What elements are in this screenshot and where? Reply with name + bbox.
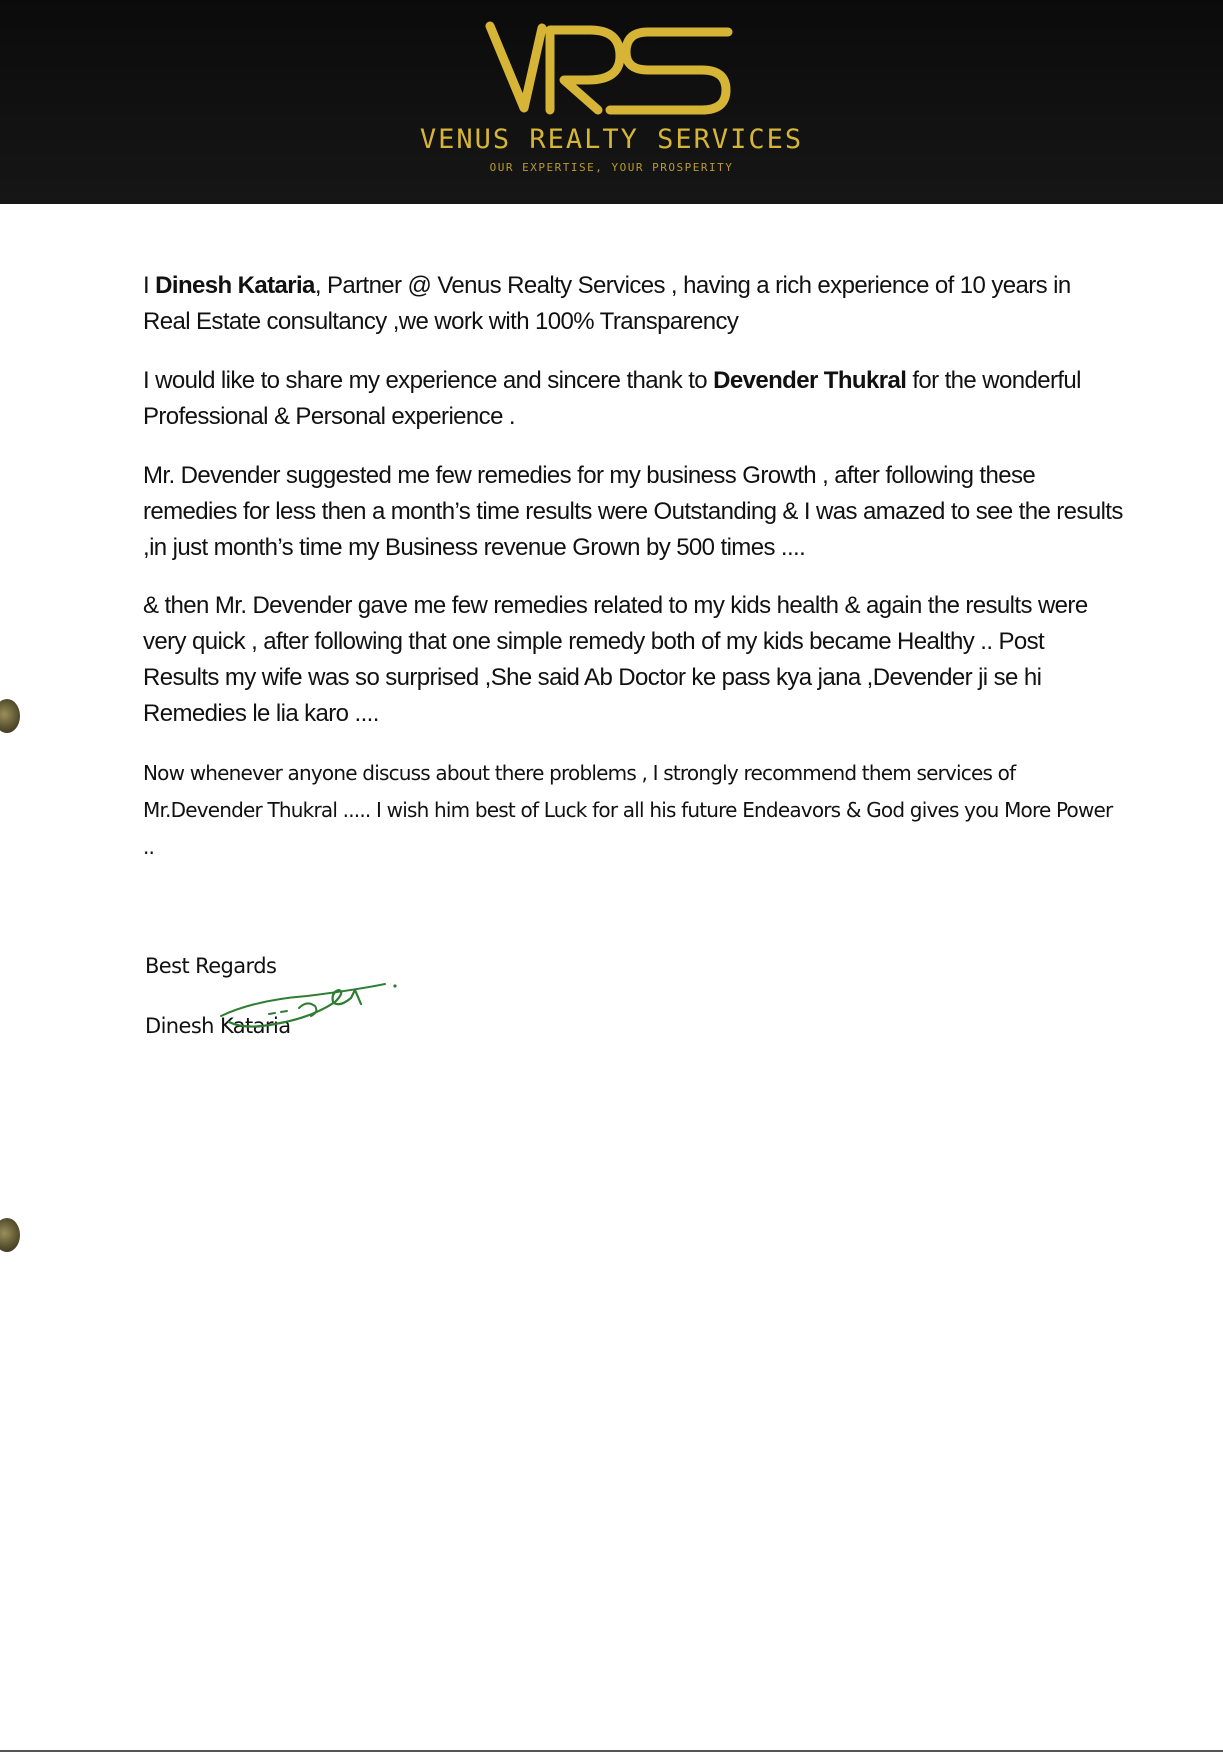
- letterhead-banner: [0, 0, 1223, 204]
- handwritten-signature: [215, 978, 405, 1034]
- intro-rest: , Partner @ Venus Realty Services , having a rich experience of 10 years in Real Estate consultancy ,we work with 100% Transparency: [143, 272, 1071, 335]
- paragraph-kids-health: & then Mr. Devender gave me few remedies related to my kids health & again the results were very quick , after following that one simple remedy both of my kids became Healthy .. Post Results my wife was so surprised ,She said Ab Doctor ke pass kya jana ,Devender ji se hi Remedies le lia karo ....: [143, 592, 1088, 727]
- company-name: VENUS REALTY SERVICES: [419, 124, 804, 155]
- punch-hole-mark: [0, 1218, 20, 1252]
- thanks-prefix: I would like to share my experience and sincere thank to: [143, 367, 714, 394]
- paragraph-introduction: [143, 268, 1123, 340]
- closing-regards: Best Regards: [145, 954, 277, 978]
- paragraph-thanks: [143, 363, 1123, 435]
- paragraph-business-growth: Mr. Devender suggested me few remedies for my business Growth , after following these remedies for less then a month’s time results were Outstanding & I was amazed to see the results ,in just month’s time my Business revenue Grown by 500 times ....: [143, 462, 1123, 561]
- paragraph-recommendation: Now whenever anyone discuss about there problems , I strongly recommend them services of Mr.Devender Thukral ..... I wish him best of Luck for all his future Endeavors & God gives you More Power ..: [143, 761, 1113, 859]
- author-name-bold: Dinesh Kataria: [155, 272, 315, 299]
- intro-prefix: I: [143, 272, 156, 299]
- thanks-rest: for the wonderful Professional & Personal experience .: [143, 367, 1081, 430]
- recipient-name-bold: Devender Thukral: [713, 367, 907, 394]
- signer-name: Dinesh Kataria: [145, 1014, 291, 1038]
- punch-hole-mark: [0, 699, 20, 733]
- vrs-logo: [480, 18, 740, 118]
- page-edge-line: [0, 1750, 1223, 1752]
- company-tagline: OUR EXPERTISE, YOUR PROSPERITY: [489, 161, 734, 174]
